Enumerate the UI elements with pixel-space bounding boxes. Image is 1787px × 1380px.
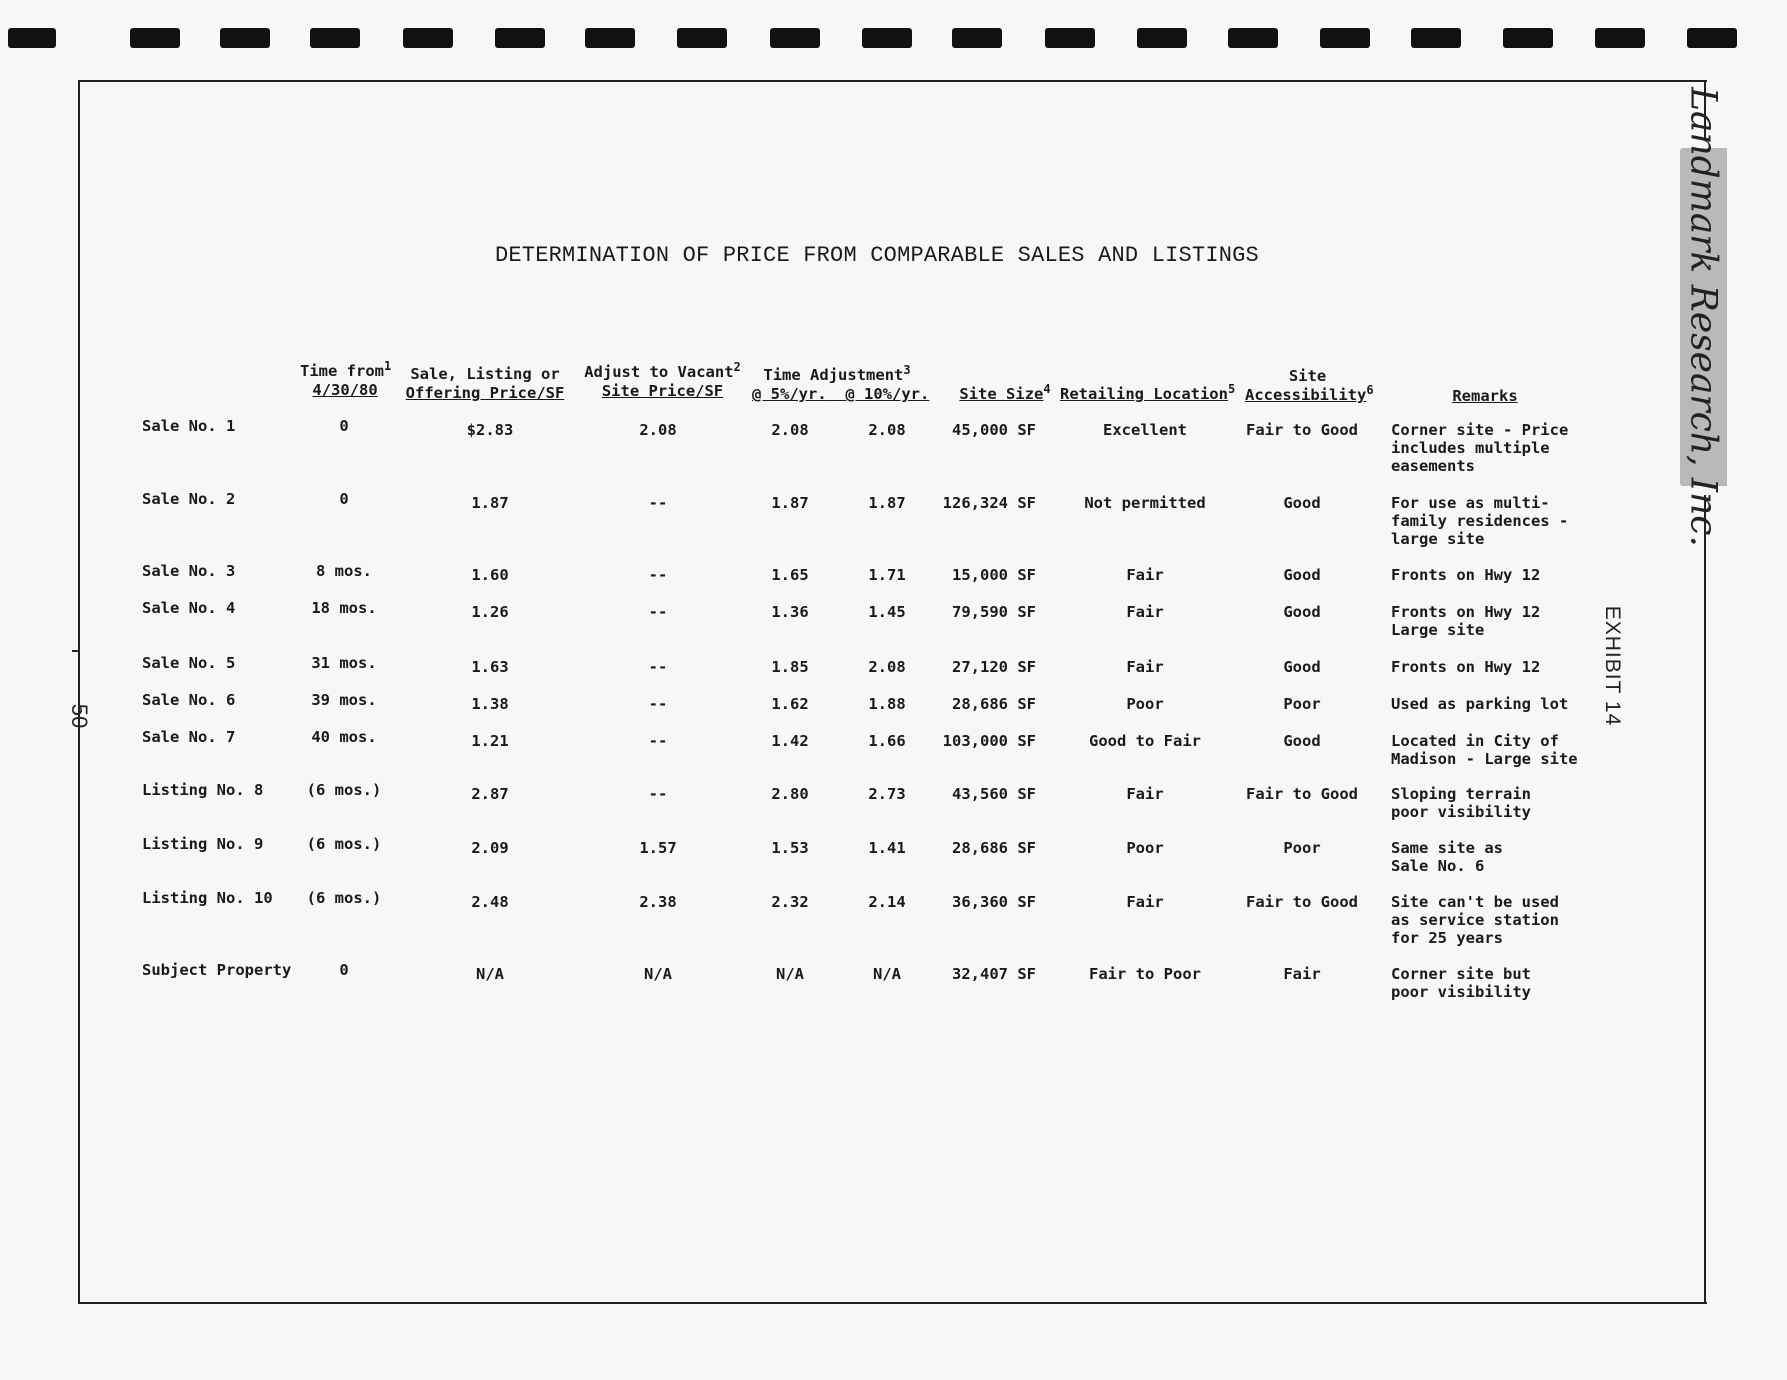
cell-time-from: (6 mos.) (306, 889, 382, 907)
header-retailing-location: Retailing Location$^5$ (1060, 381, 1236, 403)
cell-time-adj-10: 1.45 (868, 603, 906, 621)
cell-time-adj-5: 1.65 (771, 566, 809, 584)
punch-hole (1228, 28, 1278, 48)
cell-remarks: Located in City of Madison - Large site (1391, 732, 1578, 768)
row-label: Listing No. 10 (142, 889, 273, 907)
punch-hole (770, 28, 820, 48)
cell-time-adj-10: 1.88 (868, 695, 906, 713)
cell-site-accessibility: Good (1283, 732, 1321, 750)
cell-time-adj-5: 1.87 (771, 494, 809, 512)
row-label: Sale No. 1 (142, 417, 236, 435)
cell-time-adj-10: 2.08 (868, 658, 906, 676)
header-adjust-vacant: Adjust to Vacant$^2$ Site Price/SF (584, 359, 741, 400)
cell-time-adj-10: 1.71 (868, 566, 906, 584)
cell-site-size: 103,000 SF (942, 732, 1036, 750)
cell-site-accessibility: Fair to Good (1246, 785, 1358, 803)
company-name: Landmark Research, Inc. (1682, 87, 1724, 547)
cell-adjust-vacant: -- (648, 658, 668, 676)
punch-hole (677, 28, 727, 48)
cell-time-adj-5: 2.32 (771, 893, 809, 911)
cell-site-size: 28,686 SF (952, 839, 1036, 857)
cell-time-adj-10: 1.66 (868, 732, 906, 750)
cell-retailing-location: Excellent (1103, 421, 1187, 439)
cell-time-from: (6 mos.) (306, 835, 382, 853)
cell-remarks: For use as multi- family residences - large site (1391, 494, 1569, 548)
cell-remarks: Site can't be used as service station for 25 years (1391, 893, 1559, 947)
cell-retailing-location: Fair (1126, 893, 1164, 911)
cell-time-adj-5: 1.42 (771, 732, 809, 750)
row-label: Sale No. 3 (142, 562, 236, 580)
cell-remarks: Fronts on Hwy 12 (1391, 566, 1541, 584)
cell-retailing-location: Fair (1126, 603, 1164, 621)
cell-site-size: 45,000 SF (952, 421, 1036, 439)
cell-time-adj-5: N/A (776, 965, 804, 983)
cell-time-from: 31 mos. (311, 654, 377, 672)
cell-time-adj-10: 2.08 (868, 421, 906, 439)
header-sale-price: Sale, Listing or Offering Price/SF (405, 365, 565, 402)
cell-remarks: Corner site but poor visibility (1391, 965, 1531, 1001)
cell-site-size: 32,407 SF (952, 965, 1036, 983)
header-time-from: Time from$^1$ 4/30/80 (300, 358, 392, 399)
cell-time-from: 0 (339, 961, 349, 979)
cell-time-from: (6 mos.) (306, 781, 382, 799)
cell-time-adj-5: 1.36 (771, 603, 809, 621)
cell-site-accessibility: Good (1283, 603, 1321, 621)
cell-site-accessibility: Good (1283, 658, 1321, 676)
cell-remarks: Fronts on Hwy 12 (1391, 658, 1541, 676)
cell-adjust-vacant: -- (648, 732, 668, 750)
row-label: Sale No. 6 (142, 691, 236, 709)
cell-sale-price: 1.87 (471, 494, 509, 512)
cell-adjust-vacant: 1.57 (639, 839, 677, 857)
punch-hole (8, 28, 56, 48)
header-site-accessibility: Site Accessibility$^6$ (1245, 367, 1374, 404)
cell-adjust-vacant: -- (648, 494, 668, 512)
cell-adjust-vacant: 2.08 (639, 421, 677, 439)
cell-adjust-vacant: -- (648, 603, 668, 621)
cell-site-accessibility: Fair (1283, 965, 1321, 983)
cell-time-from: 18 mos. (311, 599, 377, 617)
cell-time-from: 8 mos. (316, 562, 372, 580)
cell-time-adj-10: 2.73 (868, 785, 906, 803)
cell-time-from: 39 mos. (311, 691, 377, 709)
cell-sale-price: 2.48 (471, 893, 509, 911)
cell-site-accessibility: Good (1283, 566, 1321, 584)
cell-remarks: Same site as Sale No. 6 (1391, 839, 1503, 875)
cell-retailing-location: Good to Fair (1089, 732, 1201, 750)
row-label: Sale No. 4 (142, 599, 236, 617)
cell-adjust-vacant: N/A (644, 965, 672, 983)
punch-hole (585, 28, 635, 48)
cell-sale-price: 1.26 (471, 603, 509, 621)
header-remarks: Remarks (1452, 387, 1518, 405)
cell-time-adj-5: 2.80 (771, 785, 809, 803)
cell-site-size: 126,324 SF (942, 494, 1036, 512)
cell-time-adj-5: 1.62 (771, 695, 809, 713)
tractor-feed-strip (0, 28, 1787, 52)
cell-retailing-location: Poor (1126, 839, 1164, 857)
cell-time-adj-10: N/A (873, 965, 901, 983)
punch-hole (1411, 28, 1461, 48)
cell-retailing-location: Fair (1126, 566, 1164, 584)
cell-sale-price: N/A (476, 965, 504, 983)
cell-sale-price: 2.09 (471, 839, 509, 857)
cell-site-size: 36,360 SF (952, 893, 1036, 911)
row-label: Listing No. 9 (142, 835, 264, 853)
punch-hole (1503, 28, 1553, 48)
punch-hole (220, 28, 270, 48)
punch-hole (310, 28, 360, 48)
cell-site-size: 79,590 SF (952, 603, 1036, 621)
cell-time-from: 40 mos. (311, 728, 377, 746)
punch-hole (1137, 28, 1187, 48)
cell-site-size: 27,120 SF (952, 658, 1036, 676)
punch-hole (1320, 28, 1370, 48)
cell-sale-price: 1.60 (471, 566, 509, 584)
cell-time-adj-10: 1.41 (868, 839, 906, 857)
punch-hole (130, 28, 180, 48)
cell-adjust-vacant: 2.38 (639, 893, 677, 911)
cell-remarks: Fronts on Hwy 12 Large site (1391, 603, 1541, 639)
row-label: Subject Property (142, 961, 292, 979)
punch-hole (1687, 28, 1737, 48)
cell-site-accessibility: Good (1283, 494, 1321, 512)
cell-remarks: Corner site - Price includes multiple easements (1391, 421, 1569, 475)
cell-retailing-location: Fair to Poor (1089, 965, 1201, 983)
frame-tick-mark (72, 650, 80, 652)
cell-adjust-vacant: -- (648, 695, 668, 713)
cell-site-accessibility: Fair to Good (1246, 893, 1358, 911)
cell-adjust-vacant: -- (648, 566, 668, 584)
row-label: Listing No. 8 (142, 781, 264, 799)
cell-sale-price: $2.83 (466, 421, 514, 439)
punch-hole (862, 28, 912, 48)
cell-adjust-vacant: -- (648, 785, 668, 803)
cell-time-from: 0 (339, 490, 349, 508)
cell-remarks: Sloping terrain poor visibility (1391, 785, 1531, 821)
cell-sale-price: 2.87 (471, 785, 509, 803)
frame-right-edge-bottom (1704, 495, 1706, 1302)
cell-site-accessibility: Fair to Good (1246, 421, 1358, 439)
cell-time-adj-5: 2.08 (771, 421, 809, 439)
cell-time-adj-5: 1.85 (771, 658, 809, 676)
punch-hole (495, 28, 545, 48)
cell-time-from: 0 (339, 417, 349, 435)
row-label: Sale No. 5 (142, 654, 236, 672)
punch-hole (403, 28, 453, 48)
cell-retailing-location: Poor (1126, 695, 1164, 713)
exhibit-label: EXHIBIT 14 (1601, 605, 1624, 727)
punch-hole (1045, 28, 1095, 48)
header-time-adjustment: Time Adjustment$^3$ @ 5%/yr. @ 10%/yr. (752, 362, 930, 403)
row-label: Sale No. 2 (142, 490, 236, 508)
document-title: DETERMINATION OF PRICE FROM COMPARABLE SALES AND LISTINGS (495, 243, 1259, 268)
cell-retailing-location: Fair (1126, 658, 1164, 676)
cell-retailing-location: Not permitted (1084, 494, 1206, 512)
punch-hole (952, 28, 1002, 48)
cell-site-size: 15,000 SF (952, 566, 1036, 584)
page-number: 50 (67, 703, 92, 729)
cell-site-size: 43,560 SF (952, 785, 1036, 803)
cell-sale-price: 1.21 (471, 732, 509, 750)
cell-time-adj-10: 2.14 (868, 893, 906, 911)
cell-remarks: Used as parking lot (1391, 695, 1569, 713)
cell-retailing-location: Fair (1126, 785, 1164, 803)
punch-hole (1595, 28, 1645, 48)
cell-time-adj-5: 1.53 (771, 839, 809, 857)
row-label: Sale No. 7 (142, 728, 236, 746)
cell-sale-price: 1.63 (471, 658, 509, 676)
cell-sale-price: 1.38 (471, 695, 509, 713)
cell-site-accessibility: Poor (1283, 839, 1321, 857)
cell-time-adj-10: 1.87 (868, 494, 906, 512)
cell-site-accessibility: Poor (1283, 695, 1321, 713)
cell-site-size: 28,686 SF (952, 695, 1036, 713)
header-site-size: Site Size$^4$ (959, 381, 1051, 403)
